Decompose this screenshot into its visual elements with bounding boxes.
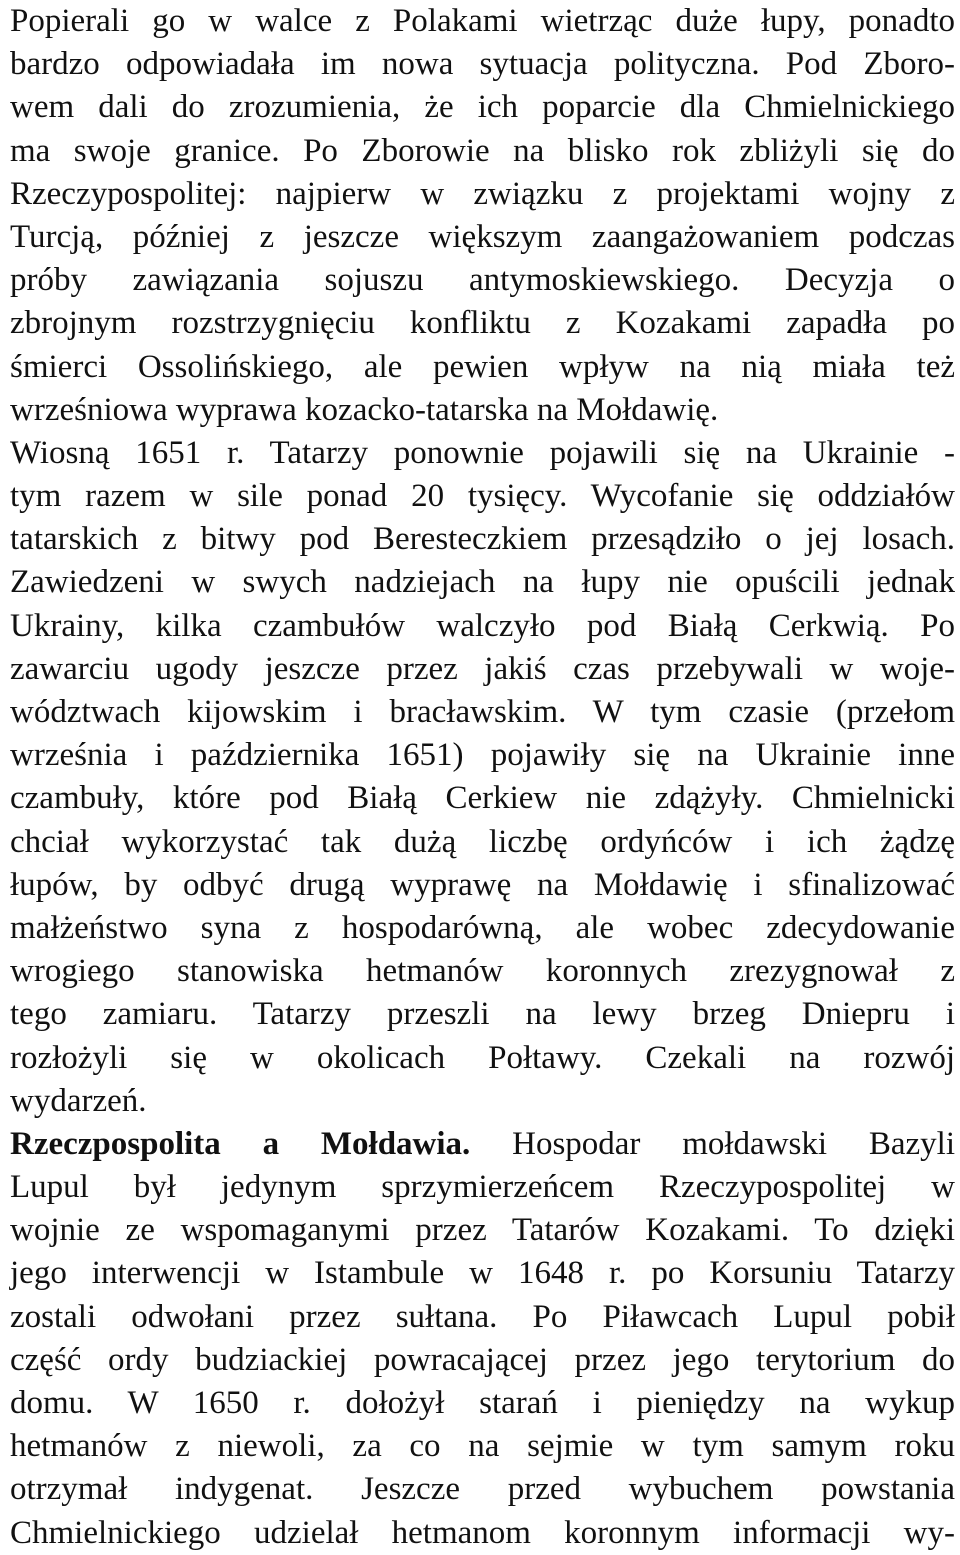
- heading-line-text: Hospodar mołdawski Bazyli: [470, 1125, 955, 1162]
- text-line: rozłożyli się w okolicach Połtawy. Czekali na rozwój: [10, 1039, 955, 1076]
- text-line: tatarskich z bitwy pod Beresteczkiem przesądziło o jej losach.: [10, 521, 955, 558]
- text-line: Turcją, później z jeszcze większym zaangażowaniem podczas: [10, 218, 955, 255]
- document-page: [10, 0, 955, 1555]
- text-line: wrześniowa wyprawa kozacko-tatarska na Mołdawię.: [10, 391, 719, 428]
- section-heading-line: [10, 1123, 955, 1166]
- text-line: małżeństwo syna z hospodarówną, ale wobec zdecydowanie: [10, 909, 955, 946]
- text-line: wództwach kijowskim i bracławskim. W tym czasie (przełom: [10, 694, 955, 730]
- text-line: jego interwencji w Istambule w 1648 r. po Korsuniu Tatarzy: [10, 1255, 955, 1292]
- text-line: tym razem w sile ponad 20 tysięcy. Wycofanie się oddziałów: [10, 478, 955, 515]
- text-line: Ukrainy, kilka czambułów walczyło pod Białą Cerkwią. Po: [10, 607, 955, 644]
- text-line: Zawiedzeni w swych nadziejach na łupy nie opuścili jednak: [10, 564, 955, 601]
- text-line: tego zamiaru. Tatarzy przeszli na lewy brzeg Dniepru i: [10, 996, 955, 1033]
- text-line: czambuły, które pod Białą Cerkiew nie zdążyły. Chmielnicki: [10, 780, 955, 817]
- text-line: września i października 1651) pojawiły się na Ukrainie inne: [10, 737, 955, 774]
- text-line: chciał wykorzystać tak dużą liczbę ordyńców i ich żądzę: [10, 823, 955, 860]
- text-line: wrogiego stanowiska hetmanów koronnych zrezygnował z: [10, 953, 955, 990]
- text-line: domu. W 1650 r. dołożył starań i pieniędzy na wykup: [10, 1385, 955, 1421]
- text-line: ma swoje granice. Po Zborowie na blisko rok zbliżyli się do: [10, 132, 955, 169]
- text-line: zbrojnym rozstrzygnięciu konfliktu z Kozakami zapadła po: [10, 305, 955, 342]
- text-line: próby zawiązania sojuszu antymoskiewskiego. Decyzja o: [10, 262, 955, 299]
- text-line: otrzymał indygenat. Jeszcze przed wybuchem powstania: [10, 1471, 955, 1508]
- section-heading: Rzeczpospolita a Mołdawia.: [10, 1125, 471, 1162]
- text-line: Chmielnickiego udzielał hetmanom koronnym informacji wy-: [10, 1514, 955, 1551]
- text-line: wem dali do zrozumienia, że ich poparcie dla Chmielnickiego: [10, 89, 955, 126]
- text-line: część ordy budziackiej powracającej przez jego terytorium do: [10, 1341, 955, 1378]
- text-line: śmierci Ossolińskiego, ale pewien wpływ na nią miała też: [10, 348, 955, 385]
- text-line: Lupul był jedynym sprzymierzeńcem Rzeczypospolitej w: [10, 1169, 955, 1206]
- text-line: łupów, by odbyć drugą wyprawę na Mołdawię i sfinalizować: [10, 866, 955, 903]
- text-line: hetmanów z niewoli, za co na sejmie w tym samym roku: [10, 1428, 955, 1465]
- text-line: wydarzeń.: [10, 1082, 147, 1119]
- text-line: bardzo odpowiadała im nowa sytuacja polityczna. Pod Zboro-: [10, 46, 955, 83]
- text-line: zostali odwołani przez sułtana. Po Piławcach Lupul pobił: [10, 1298, 955, 1335]
- text-line: Popierali go w walce z Polakami wietrząc duże łupy, ponadto: [10, 3, 955, 39]
- text-line: wojnie ze wspomaganymi przez Tatarów Kozakami. To dzięki: [10, 1212, 955, 1249]
- text-line: Rzeczypospolitej: najpierw w związku z projektami wojny z: [10, 175, 955, 212]
- text-line: zawarciu ugody jeszcze przez jakiś czas przebywali w woje-: [10, 650, 955, 687]
- text-line: Wiosną 1651 r. Tatarzy ponownie pojawili się na Ukrainie -: [10, 434, 955, 471]
